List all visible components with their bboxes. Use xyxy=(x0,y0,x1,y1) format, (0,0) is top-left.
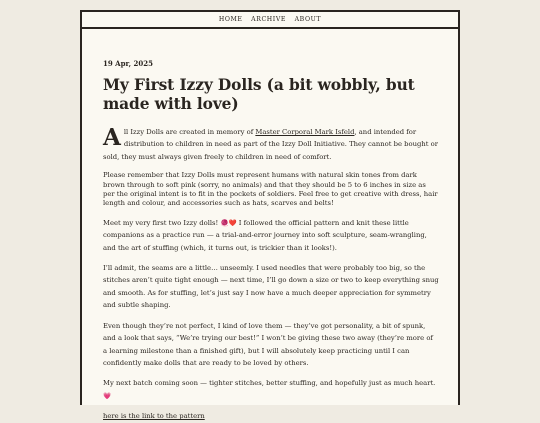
meet-text-before: Meet my very first two Izzy dolls! xyxy=(103,218,221,227)
nav-about[interactable]: ABOUT xyxy=(294,16,322,23)
meet-text-after: I followed the official pattern and knit these little companions as a practice run — a trial-and-error journey into soft sculpture, seam-wrangling, and the art of stuffing (which, it turns out, is trickier than it looks!). xyxy=(103,218,427,252)
imperfect-paragraph: Even though they’re not perfect, I kind of love them — they’ve got personality, a bit of spunk, and a look that says, “We’re trying our best!” I won’t be giving these two away (they’re more of a learning milestone than a finished gift), but I will absolutely keep practicing until I can confidently make dolls that are ready to be loved by others. xyxy=(103,321,433,367)
post-content xyxy=(82,59,458,423)
page-card xyxy=(80,10,460,421)
post-title: My First Izzy Dolls (a bit wobbly, but made with love) xyxy=(103,76,415,113)
top-nav xyxy=(82,12,458,29)
next-batch-text: My next batch coming soon — tighter stitches, better stuffing, and hopefully just as much heart. xyxy=(103,379,436,388)
pattern-paragraph xyxy=(103,410,439,422)
pattern-link[interactable]: here is the link to the pattern xyxy=(103,412,205,421)
intro-text-after: , and intended for distribution to children in need as part of the Izzy Doll Initiative. They cannot be bought or sold, they must always given freely to children in need of comfort. xyxy=(103,128,438,161)
next-batch-paragraph xyxy=(103,377,439,402)
guidelines-paragraph: Please remember that Izzy Dolls must represent humans with natural skin tones from dark brown through to soft pink (sorry, no animals) and that they should be 5 to 6 inches in size as per the original intent is to fit in the pockets of soldiers. Feel free to get creative with dress, hair length and colour, and accessories such as hats, scarves and belts! xyxy=(103,171,438,208)
intro-text-before: ll Izzy Dolls are created in memory of xyxy=(123,128,256,136)
seams-paragraph: I’ll admit, the seams are a little… unseemly. I used needles that were probably too big, so the stitches aren’t quite tight enough — next time, I’ll go down a size or two to keep everything snug and smooth. As for stuffing, let’s just say I now have a much deeper appreciation for symmetry and subtle shaping. xyxy=(103,264,439,310)
nav-home[interactable]: HOME xyxy=(218,16,243,23)
nav-archive[interactable]: ARCHIVE xyxy=(251,16,287,23)
memorial-link[interactable]: Master Corporal Mark Isfeld xyxy=(255,128,355,136)
post-date: 19 Apr, 2025 xyxy=(103,59,154,68)
intro-paragraph xyxy=(103,126,439,163)
meet-dolls-paragraph xyxy=(103,217,439,254)
drop-cap: A xyxy=(103,124,121,151)
pink-heart-emoji: 💗 xyxy=(103,391,112,400)
yarn-heart-emoji: 🧶❤️ xyxy=(220,218,237,227)
